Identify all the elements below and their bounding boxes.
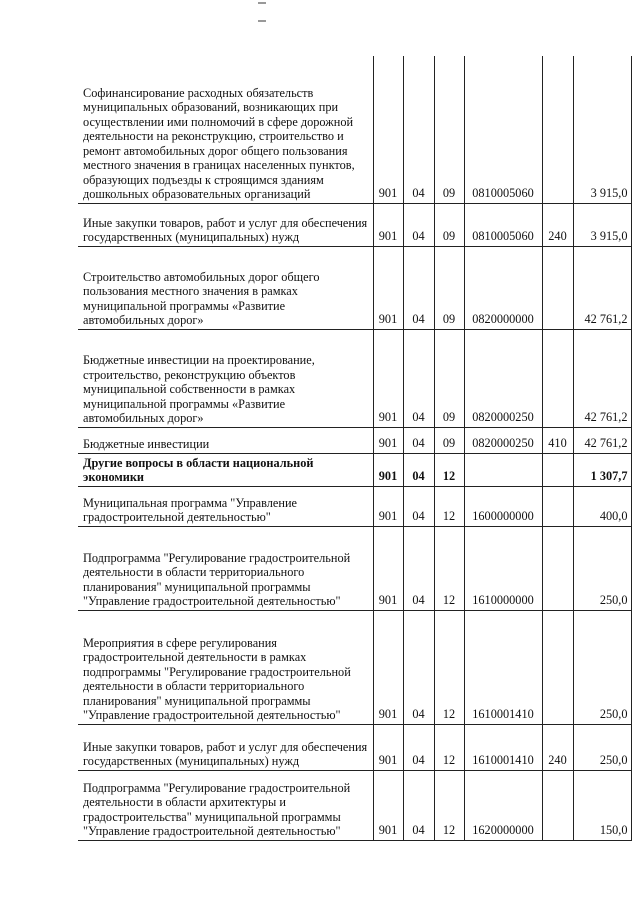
- row-target-article-code: 0810005060: [464, 203, 542, 246]
- row-section-code: 04: [403, 724, 434, 770]
- row-expense-type-code: [542, 610, 573, 724]
- row-subsection-code: 12: [434, 610, 464, 724]
- row-name: Муниципальная программа "Управление градостроительной деятельностью": [78, 486, 373, 526]
- row-expense-type-code: 240: [542, 203, 573, 246]
- row-section-code: 04: [403, 203, 434, 246]
- row-subsection-code: 12: [434, 770, 464, 840]
- table-row: [78, 526, 631, 610]
- row-expense-type-code: [542, 770, 573, 840]
- row-target-article-code: 1610000000: [464, 526, 542, 610]
- row-expense-type-code: [542, 486, 573, 526]
- table-row: [78, 770, 631, 840]
- table-row: [78, 246, 631, 329]
- row-subsection-code: 12: [434, 724, 464, 770]
- row-section-code: 04: [403, 453, 434, 486]
- row-subsection-code: 09: [434, 203, 464, 246]
- row-grbs-code: 901: [373, 246, 403, 329]
- row-target-article-code: 0810005060: [464, 56, 542, 203]
- row-section-code: 04: [403, 526, 434, 610]
- row-section-code: 04: [403, 427, 434, 453]
- row-subsection-code: 09: [434, 427, 464, 453]
- row-section-code: 04: [403, 329, 434, 427]
- row-grbs-code: 901: [373, 486, 403, 526]
- row-expense-type-code: [542, 453, 573, 486]
- row-grbs-code: 901: [373, 453, 403, 486]
- row-name: Строительство автомобильных дорог общего пользования местного значения в рамках муниципальной программы «Развитие автомобильных дорог»: [78, 246, 373, 329]
- row-subsection-code: 12: [434, 453, 464, 486]
- row-amount: 150,0: [573, 770, 631, 840]
- row-amount: 3 915,0: [573, 56, 631, 203]
- row-target-article-code: 1610001410: [464, 610, 542, 724]
- row-amount: 42 761,2: [573, 427, 631, 453]
- row-target-article-code: 0820000000: [464, 246, 542, 329]
- row-name: Подпрограмма "Регулирование градостроительной деятельности в области территориального планирования" муниципальной программы "Управление градостроительной деятельностью": [78, 526, 373, 610]
- row-target-article-code: 1600000000: [464, 486, 542, 526]
- row-name: Бюджетные инвестиции: [78, 427, 373, 453]
- table-row: [78, 610, 631, 724]
- table-row: [78, 724, 631, 770]
- table-row: [78, 486, 631, 526]
- row-expense-type-code: [542, 56, 573, 203]
- row-subsection-code: 09: [434, 329, 464, 427]
- row-amount: 42 761,2: [573, 329, 631, 427]
- row-name: Иные закупки товаров, работ и услуг для обеспечения государственных (муниципальных) нужд: [78, 724, 373, 770]
- row-section-code: 04: [403, 246, 434, 329]
- row-grbs-code: 901: [373, 427, 403, 453]
- table-row: [78, 329, 631, 427]
- table-row: [78, 203, 631, 246]
- row-name: Бюджетные инвестиции на проектирование, строительство, реконструкцию объектов муниципальной собственности в рамках муниципальной программы «Развитие автомобильных дорог»: [78, 329, 373, 427]
- row-grbs-code: 901: [373, 203, 403, 246]
- budget-table-body: [78, 56, 631, 840]
- row-subsection-code: 12: [434, 526, 464, 610]
- row-name: Мероприятия в сфере регулирования градостроительной деятельности в рамках подпрограммы "Регулирование градостроительной деятельности в области территориального планирования" муниципальной программы "Управление градостроительной деятельностью": [78, 610, 373, 724]
- row-section-code: 04: [403, 770, 434, 840]
- row-name: Подпрограмма "Регулирование градостроительной деятельности в области архитектуры и градостроительства" муниципальной программы "Управление градостроительной деятельностью": [78, 770, 373, 840]
- row-grbs-code: 901: [373, 724, 403, 770]
- row-section-code: 04: [403, 610, 434, 724]
- row-subsection-code: 09: [434, 56, 464, 203]
- row-expense-type-code: 240: [542, 724, 573, 770]
- table-row: [78, 56, 631, 203]
- row-section-code: 04: [403, 56, 434, 203]
- row-expense-type-code: [542, 526, 573, 610]
- row-amount: 250,0: [573, 724, 631, 770]
- row-amount: 3 915,0: [573, 203, 631, 246]
- row-target-article-code: 0820000250: [464, 427, 542, 453]
- budget-table: [78, 56, 632, 841]
- row-amount: 250,0: [573, 610, 631, 724]
- row-grbs-code: 901: [373, 770, 403, 840]
- row-grbs-code: 901: [373, 610, 403, 724]
- row-expense-type-code: [542, 329, 573, 427]
- row-grbs-code: 901: [373, 329, 403, 427]
- row-target-article-code: [464, 453, 542, 486]
- table-row: [78, 453, 631, 486]
- row-subsection-code: 09: [434, 246, 464, 329]
- row-target-article-code: 0820000250: [464, 329, 542, 427]
- table-row: [78, 427, 631, 453]
- row-expense-type-code: [542, 246, 573, 329]
- row-name: Другие вопросы в области национальной экономики: [78, 453, 373, 486]
- row-amount: 400,0: [573, 486, 631, 526]
- row-target-article-code: 1610001410: [464, 724, 542, 770]
- row-amount: 250,0: [573, 526, 631, 610]
- row-amount: 42 761,2: [573, 246, 631, 329]
- row-name: Софинансирование расходных обязательств муниципальных образований, возникающих при осуществлении ими полномочий в сфере дорожной деятельности на реконструкцию, строительство и ремонт автомобильных дорог общего пользования местного значения в границах населенных пунктов, образующих подъезды к строящимся зданиям дошкольных образовательных организаций: [78, 56, 373, 203]
- row-expense-type-code: 410: [542, 427, 573, 453]
- row-grbs-code: 901: [373, 526, 403, 610]
- row-section-code: 04: [403, 486, 434, 526]
- row-subsection-code: 12: [434, 486, 464, 526]
- row-name: Иные закупки товаров, работ и услуг для обеспечения государственных (муниципальных) нужд: [78, 203, 373, 246]
- page-top-mark: [258, 2, 280, 8]
- row-grbs-code: 901: [373, 56, 403, 203]
- row-amount: 1 307,7: [573, 453, 631, 486]
- row-target-article-code: 1620000000: [464, 770, 542, 840]
